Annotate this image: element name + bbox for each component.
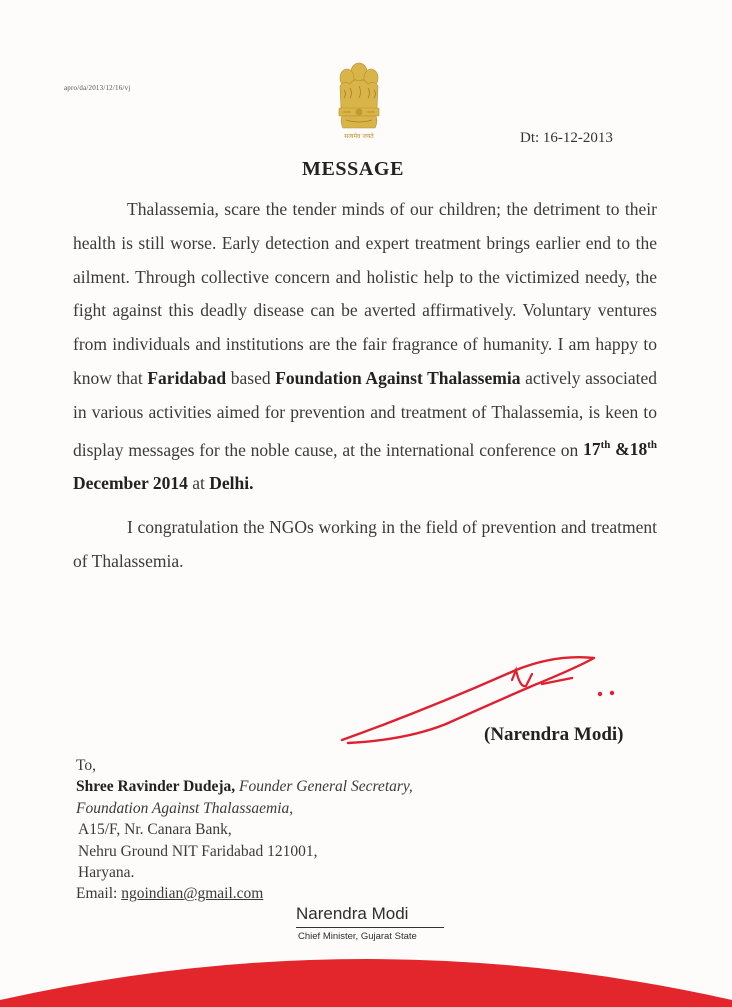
text-run: Thalassemia, scare the tender minds of our children; the detriment to their health is still worse. Early detection and expert treatment brings earlier end to the ailment. Through collective concern and holistic help to the victimized needy, the fight against this deadly disease can be averted affirmatively. Voluntary ventures from individuals and institutions are the fair fragrance of humanity. I am happy to know that — [73, 199, 657, 388]
signer-name: (Narendra Modi) — [484, 724, 624, 745]
letter-date: Dt: 16-12-2013 — [520, 130, 613, 146]
page-title: MESSAGE — [302, 158, 405, 180]
emphasis-organization: Foundation Against Thalassemia — [275, 367, 521, 388]
reference-number: apro/da/2013/12/16/vj — [64, 84, 131, 92]
address-line-3: Haryana. — [78, 864, 135, 882]
text-run: actively associated in various activities aimed for prevention and treatment of Thalassemia, is keen to display messages for the noble cause, at the international conference on — [73, 367, 657, 460]
date-18: &18 — [610, 439, 648, 460]
footer-title: Chief Minister, Gujarat State — [298, 931, 417, 942]
message-paragraph-2: I congratulation the NGOs working in the field of prevention and treatment of Thalassemia. — [73, 517, 657, 571]
recipient-line — [76, 776, 413, 797]
emphasis-city: Faridabad — [147, 367, 227, 388]
conference-city: Delhi. — [209, 473, 254, 494]
salutation-to: To, — [76, 757, 97, 774]
footer-name: Narendra Modi — [296, 904, 409, 923]
text-run: based — [226, 367, 276, 388]
recipient-organization — [76, 798, 413, 819]
footer-red-band — [0, 948, 732, 1007]
address-line-1: A15/F, Nr. Canara Bank, — [78, 821, 232, 839]
conference-month-year: December 2014 — [73, 473, 188, 494]
date-17: 17 — [583, 439, 601, 460]
email-label: Email: — [76, 885, 122, 903]
message-body — [73, 193, 657, 579]
ordinal-suffix: th — [600, 439, 611, 452]
footer-divider — [296, 927, 444, 928]
email-link[interactable]: ngoindian@gmail.com — [121, 885, 264, 903]
message-paragraph-1 — [73, 193, 657, 501]
organization-name: Foundation Against Thalassaemia, — [76, 799, 294, 817]
recipient-address — [76, 755, 413, 905]
address-line-2: Nehru Ground NIT Faridabad 121001, — [78, 842, 318, 860]
recipient-name: Shree Ravinder Dudeja, — [76, 778, 236, 796]
text-run: at — [187, 473, 210, 494]
email-line — [76, 883, 413, 904]
ordinal-suffix: th — [647, 439, 658, 452]
state-emblem-icon — [330, 58, 388, 150]
recipient-role: Founder General Secretary, — [235, 778, 413, 796]
emblem-motto: सत्यमेव जयते — [344, 133, 374, 140]
